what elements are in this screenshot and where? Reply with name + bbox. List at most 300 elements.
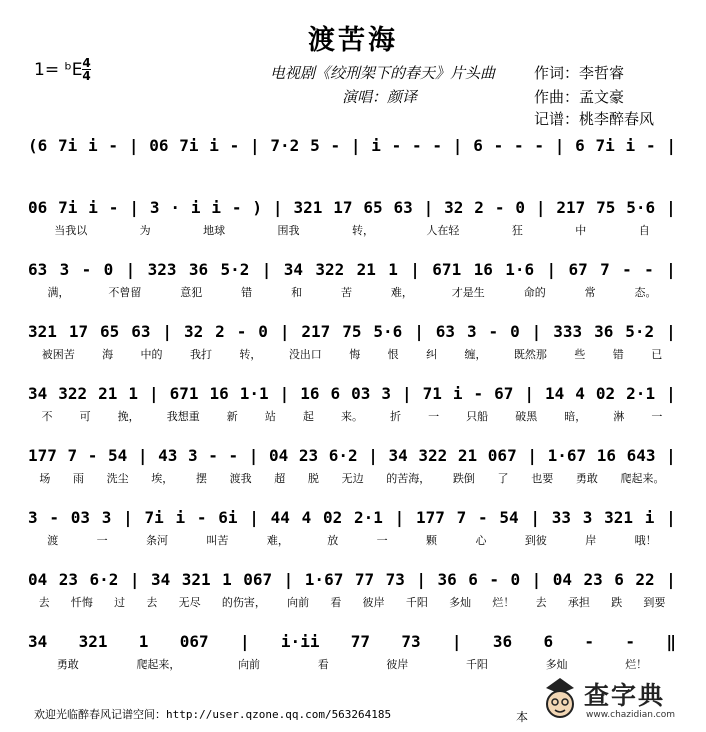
notation-line (28, 630, 676, 652)
footer-char: 本 (516, 710, 529, 724)
note-group: 1·1 (239, 383, 269, 403)
lyric-word: 一 (96, 534, 108, 547)
note-group: 75 (342, 321, 362, 341)
note-group: - (108, 135, 119, 155)
note-group: 63 (131, 321, 151, 341)
note-group: 7i (595, 135, 615, 155)
bar-line: | (250, 135, 260, 155)
note-group: 321 (78, 631, 108, 651)
note-group: 6 (330, 383, 341, 403)
note-group: 02 (323, 507, 343, 527)
note-group: 321 (181, 569, 211, 589)
note-group: 43 (158, 445, 178, 465)
note-group: - (493, 135, 504, 155)
note-group: 54 (499, 507, 519, 527)
lyric-word: 跌 (611, 596, 623, 609)
note-group: 217 (556, 197, 586, 217)
lyric-word: 只船 (466, 410, 489, 423)
lyric-word: 爬起来， (136, 658, 181, 671)
lyric-word: 一 (651, 410, 663, 423)
lyric-word: 千阳 (465, 658, 488, 671)
lyric-word: 烂！ (625, 658, 648, 671)
note-group: 23 (58, 569, 79, 589)
bar-line: | (128, 135, 139, 155)
bar-line: | (531, 569, 542, 589)
lyric-word: 看 (330, 596, 342, 609)
lyric-word: 被困苦 (41, 348, 75, 361)
score-row (28, 506, 676, 548)
note-group: 2·1 (626, 383, 656, 403)
note-group: 7 (600, 259, 610, 279)
lyric-word: 千阳 (405, 596, 428, 609)
note-group: 6 (468, 569, 478, 589)
bar-line: | (666, 569, 676, 589)
note-group: 3 (381, 383, 392, 403)
lyric-word: 悔 (349, 348, 361, 361)
notation-line (28, 258, 676, 280)
note-group: 7i (58, 197, 78, 217)
lyric-word: 去 (38, 596, 50, 609)
note-group: 0 (103, 259, 114, 279)
note-group: 7·2 (270, 135, 300, 155)
note-group: 03 (70, 507, 91, 527)
bar-line: | (666, 445, 676, 465)
note-group: 3 (582, 507, 593, 527)
lyric-word: 承担 (567, 596, 590, 609)
note-group: 3 (101, 507, 112, 527)
note-group: 65 (363, 197, 383, 217)
note-group: 73 (401, 631, 421, 651)
note-group: - (391, 135, 402, 155)
lyric-word: 无边 (341, 472, 364, 485)
bar-line: | (249, 507, 259, 527)
note-group: 06 (28, 197, 48, 217)
notation-line (28, 506, 676, 528)
lyric-word: 难， (266, 534, 289, 547)
time-signature (82, 57, 91, 82)
note-group: - (81, 259, 92, 279)
note-group: 63 (28, 259, 48, 279)
note-group: - (513, 135, 524, 155)
lyric-word: 心 (475, 534, 487, 547)
note-group: 177 (28, 445, 57, 465)
note-group: 0 (515, 197, 525, 217)
lyric-word: 不曾留 (108, 286, 142, 299)
site-logo (540, 670, 700, 728)
note-group: 65 (100, 321, 120, 341)
note-group: - (494, 197, 505, 217)
lyric-word: 也要 (531, 472, 554, 485)
note-group: - (236, 321, 247, 341)
notation-line (28, 320, 676, 342)
lyric-word: 彼岸 (386, 658, 409, 671)
note-group: 54 (108, 445, 128, 465)
lyric-word: 岸 (585, 534, 597, 547)
lyric-word: 些 (574, 348, 586, 361)
bar-line: | (137, 445, 148, 465)
lyric-word: 了 (497, 472, 509, 485)
bar-line: | (272, 197, 283, 217)
note-group: 1 (222, 569, 232, 589)
bar-line: | (394, 507, 405, 527)
lyric-word: 意犯 (180, 286, 203, 299)
note-group: 16 (300, 383, 320, 403)
lyric-word: 海 (102, 348, 114, 361)
lyric-word: 条河 (146, 534, 169, 547)
lyric-word: 破黑 (515, 410, 538, 423)
note-group: 34 (388, 445, 408, 465)
lyric-word: 多灿 (449, 596, 472, 609)
lyric-word: 渡我 (229, 472, 252, 485)
note-group: 5·2 (625, 321, 655, 341)
lyric-word: 哦！ (634, 534, 657, 547)
logo-url: www.chazidian.com (586, 710, 676, 720)
score-row (28, 568, 676, 610)
lyric-word: 才是生 (451, 286, 485, 299)
lyric-word: 折 (390, 410, 402, 423)
note-group: i (452, 383, 463, 403)
bar-line: | (149, 383, 159, 403)
lyric-word: 烂！ (492, 596, 515, 609)
note-group: 067 (243, 569, 273, 589)
note-group: 2·1 (354, 507, 383, 527)
lyric-word: 中 (575, 224, 587, 237)
notation-line (28, 568, 676, 590)
note-group: 321 (293, 197, 323, 217)
note-group: 34 (283, 259, 304, 279)
score-row (28, 196, 676, 238)
bar-line: | (423, 197, 434, 217)
note-group: i·ii (280, 631, 320, 651)
lyric-word: 爬起来。 (620, 472, 665, 485)
note-group: 36 (437, 569, 457, 589)
note-group: i (209, 135, 219, 155)
note-group: - (473, 383, 484, 403)
note-group: - (229, 135, 240, 155)
note-group: 75 (596, 197, 616, 217)
lyric-word: 多灿 (545, 658, 568, 671)
note-group: 2 (215, 321, 225, 341)
page-title: 渡苦海 (308, 25, 398, 56)
note-group: 34 (151, 569, 171, 589)
bar-line: | (452, 135, 463, 155)
lyric-word: 颗 (426, 534, 438, 547)
note-group: i (371, 135, 381, 155)
note-group: 4 (575, 383, 585, 403)
note-group: 77 (350, 631, 371, 651)
note-group: 17 (68, 321, 89, 341)
lyric-word: 场 (39, 472, 51, 485)
lyric-word: 苦 (340, 286, 352, 299)
note-group: 44 (270, 507, 290, 527)
note-group: 17 (333, 197, 353, 217)
note-group: 22 (635, 569, 655, 589)
bar-line: | (279, 383, 290, 403)
note-group: - (489, 569, 499, 589)
note-group: 21 (98, 383, 118, 403)
lyric-word: 向前 (287, 596, 310, 609)
lyric-word: 我想重 (166, 410, 200, 423)
note-group: i (211, 197, 222, 217)
lyric-word: 去 (535, 596, 547, 609)
bar-line: | (531, 321, 542, 341)
lyric-word: 转， (239, 348, 262, 361)
bar-line: | (410, 259, 420, 279)
score-row (28, 382, 676, 424)
lyrics-line (28, 408, 676, 424)
note-group: 36 (188, 259, 209, 279)
note-group: 7 (67, 445, 78, 465)
bar-line: | (666, 321, 676, 341)
lyric-word: 彼岸 (362, 596, 385, 609)
note-group: 217 (301, 321, 331, 341)
note-group: 4 (301, 507, 312, 527)
note-group: - (412, 135, 422, 155)
lyric-word: 叫苦 (206, 534, 229, 547)
lyricist-credit: 作词：李哲睿 (534, 64, 625, 82)
note-group: 23 (298, 445, 319, 465)
bar-line: | (123, 507, 133, 527)
note-group: 321 (28, 321, 57, 341)
bar-line: | (546, 259, 557, 279)
bar-line: | (535, 197, 546, 217)
note-group: 71 (422, 383, 442, 403)
bar-line: | (666, 383, 676, 403)
bar-line: | (414, 321, 424, 341)
note-group: - (622, 259, 632, 279)
note-group: 04 (28, 569, 48, 589)
bar-line: | (239, 631, 250, 651)
lyric-word: 的伤害， (221, 596, 266, 609)
lyric-word: 到要 (643, 596, 666, 609)
note-group: 77 (354, 569, 375, 589)
note-group: 23 (583, 569, 603, 589)
transcriber-credit: 记谱：桃李醉春风 (534, 110, 655, 128)
bar-line: | (554, 135, 565, 155)
note-group: 6i (218, 507, 238, 527)
lyric-word: 放 (327, 534, 339, 547)
lyrics-line (28, 222, 676, 238)
bar-line: | (368, 445, 378, 465)
lyric-word: 围我 (277, 224, 300, 237)
lyric-word: 当我以 (54, 224, 88, 237)
note-group: 3 (188, 445, 198, 465)
note-group: 63 (393, 197, 413, 217)
bar-line: | (129, 569, 140, 589)
lyrics-line (28, 160, 676, 176)
lyric-word: 向前 (238, 658, 261, 671)
note-group: 02 (595, 383, 616, 403)
bar-line: | (248, 445, 259, 465)
lyric-word: 无尽 (178, 596, 201, 609)
note-group: 36 (594, 321, 614, 341)
note-group: 0 (510, 569, 521, 589)
notation-line (28, 382, 676, 404)
lyric-word: 去 (146, 596, 158, 609)
bar-line: | (261, 259, 272, 279)
lyric-word: 错 (241, 286, 253, 299)
note-group: 067 (487, 445, 517, 465)
note-group: - (534, 135, 544, 155)
singer-credit: 演唱：颜译 (342, 88, 418, 106)
bar-line: | (666, 197, 676, 217)
lyric-word: 看 (317, 658, 329, 671)
bar-line: | (416, 569, 426, 589)
lyric-word: 脱 (307, 472, 319, 485)
lyric-word: 挽， (117, 410, 140, 423)
note-group: 63 (435, 321, 456, 341)
note-group: 322 (58, 383, 88, 403)
note-group: 16 (473, 259, 493, 279)
lyric-word: 态。 (634, 286, 657, 299)
time-signature-top: 4 (82, 56, 91, 70)
bar-line: | (666, 259, 676, 279)
lyric-word: 既然那 (513, 348, 547, 361)
lyric-word: 恨 (387, 348, 399, 361)
lyric-word: 和 (291, 286, 303, 299)
lyric-word: 雨 (72, 472, 84, 485)
lyric-word: 满， (47, 286, 70, 299)
lyric-word: 勇敢 (56, 658, 79, 671)
lyrics-line (28, 346, 676, 362)
note-group: 643 (626, 445, 656, 465)
note-group: 34 (28, 383, 48, 403)
bar-line: | (129, 197, 139, 217)
note-group: - (625, 631, 635, 651)
lyric-word: 到彼 (524, 534, 547, 547)
lyric-word: 跌倒 (452, 472, 475, 485)
note-group: 5 (310, 135, 320, 155)
note-group: - (644, 259, 654, 279)
note-group: 73 (385, 569, 405, 589)
note-group: i (625, 135, 636, 155)
note-group: 7i (58, 135, 78, 155)
note-group: 3 (28, 507, 38, 527)
note-group: 36 (492, 631, 513, 651)
lyric-word: 暗， (564, 410, 587, 423)
footer-text: 欢迎光临醉春风记谱空间：http://user.qzone.qq.com/563264185 (34, 708, 392, 721)
note-group: - (208, 445, 218, 465)
note-group: 04 (552, 569, 572, 589)
note-group: - (645, 135, 656, 155)
note-group: 6 (473, 135, 483, 155)
bar-line: | (666, 135, 676, 155)
notation-line (28, 196, 676, 218)
bar-line: | (279, 321, 290, 341)
time-signature-bottom: 4 (82, 69, 91, 83)
note-group: - (488, 321, 499, 341)
note-group: 177 (416, 507, 445, 527)
score-row (28, 444, 676, 486)
note-group: 5·2 (220, 259, 250, 279)
score-row (28, 320, 676, 362)
notation-line (28, 134, 676, 156)
note-group: 1 (138, 631, 149, 651)
composer-credit: 作曲：孟文豪 (534, 88, 625, 106)
note-group: - (196, 507, 207, 527)
lyric-word: 的苦海， (386, 472, 431, 485)
lyric-word: 可 (79, 410, 91, 423)
note-group: 5·6 (626, 197, 656, 217)
note-group: 33 (551, 507, 572, 527)
lyric-word: 来。 (340, 410, 363, 423)
note-group: 671 (169, 383, 199, 403)
note-group: 333 (553, 321, 583, 341)
lyric-word: 难， (390, 286, 413, 299)
lyric-word: 为 (139, 224, 151, 237)
lyric-word: 缠， (464, 348, 487, 361)
lyric-word: 洗尘 (106, 472, 129, 485)
note-group: - (330, 135, 341, 155)
bar-line: | (402, 383, 412, 403)
lyric-word: 命的 (523, 286, 546, 299)
lyric-word: 中的 (140, 348, 163, 361)
note-group: 7i (144, 507, 164, 527)
score-row (28, 134, 676, 176)
lyric-word: 错 (612, 348, 624, 361)
lyric-word: 渡 (47, 534, 59, 547)
note-group: 67 (494, 383, 514, 403)
note-group: - (108, 197, 119, 217)
lyrics-line (28, 532, 676, 548)
note-group: 7i (179, 135, 199, 155)
note-group: 6·2 (89, 569, 119, 589)
note-group: i (88, 135, 98, 155)
lyric-word: 常 (584, 286, 596, 299)
note-group: ) (252, 197, 263, 217)
note-group: 04 (269, 445, 289, 465)
lyric-word: 我打 (189, 348, 212, 361)
note-group: 1·6 (505, 259, 535, 279)
note-group: 321 (604, 507, 634, 527)
bar-line: | (530, 507, 541, 527)
note-group: 16 (209, 383, 229, 403)
lyric-word: 人在轻 (426, 224, 460, 237)
score-row (28, 630, 676, 672)
note-group: 2 (474, 197, 484, 217)
bar-line: | (666, 507, 676, 527)
note-group: 3 (149, 197, 160, 217)
lyric-word: 转， (351, 224, 374, 237)
lyric-word: 自 (638, 224, 650, 237)
note-group: 067 (179, 631, 209, 651)
note-group: 03 (351, 383, 371, 403)
lyric-word: 淋 (613, 410, 625, 423)
lyrics-line (28, 594, 676, 610)
note-group: - (231, 197, 242, 217)
notation-line (28, 444, 676, 466)
bar-line: | (125, 259, 136, 279)
note-group: 1 (128, 383, 139, 403)
lyric-word: 起 (302, 410, 314, 423)
note-group: 671 (432, 259, 462, 279)
note-group: 67 (568, 259, 588, 279)
note-group: i (644, 507, 655, 527)
note-group: 16 (596, 445, 616, 465)
note-group: 0 (510, 321, 520, 341)
note-group: · (170, 197, 180, 217)
note-group: 06 (149, 135, 169, 155)
lyric-word: 地球 (203, 224, 226, 237)
key-signature: 1= ᵇE (34, 60, 83, 80)
note-group: 1·67 (547, 445, 587, 465)
lyric-word: 狂 (511, 224, 523, 237)
note-group: 14 (545, 383, 565, 403)
note-group: 32 (444, 197, 464, 217)
note-group: 322 (418, 445, 448, 465)
bar-line: | (350, 135, 361, 155)
lyric-word: 没出口 (288, 348, 322, 361)
